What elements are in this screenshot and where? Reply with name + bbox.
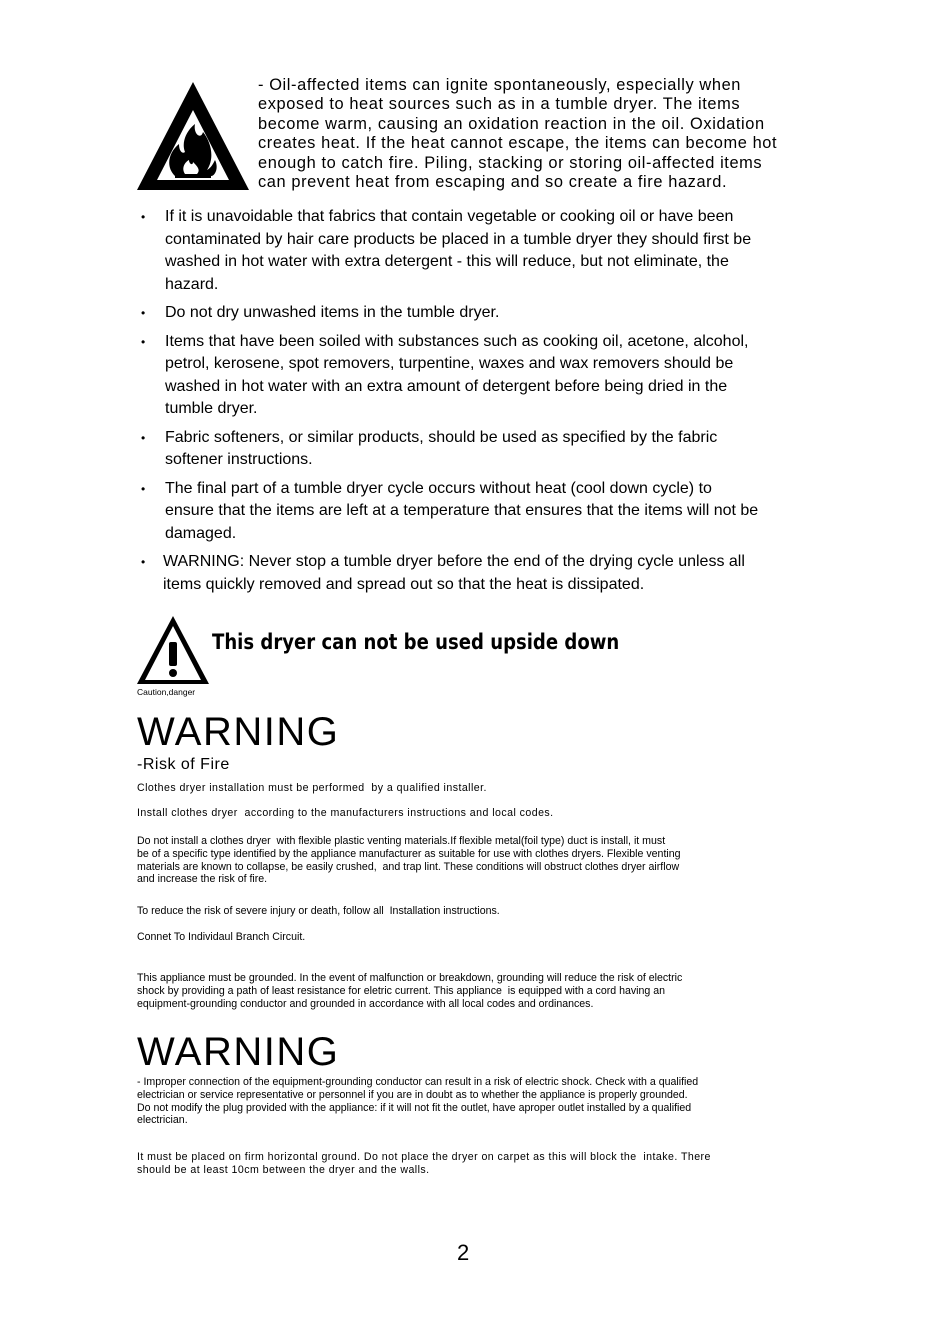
fire-warning-text: - Oil-affected items can ignite spontaneously, especially when exposed to heat sources such as in a tumble dryer. The items become warm, causing an oxidation reaction in the oil. Oxidation creates heat. If the heat cannot escape, the items can become hot enough to catch fire. Piling, stacking or storing oil-affected items can prevent heat from escaping and so create a fire hazard. bbox=[258, 76, 778, 192]
bullet-dot-icon: • bbox=[141, 481, 146, 496]
list-item: • WARNING: Never stop a tumble dryer before the end of the drying cycle unless all items quickly removed and spread out so that the heat is dissipated. bbox=[141, 553, 745, 593]
list-item: • Items that have been soiled with substances such as cooking oil, acetone, alcohol, petrol, kerosene, spot removers, turpentine, waxes and wax removers should be washed in hot water with an extra amount of detergent before being dried in the tumble dryer. bbox=[141, 332, 749, 417]
bullet-dot-icon: • bbox=[141, 306, 146, 320]
branch-circuit-paragraph: Connet To Individaul Branch Circuit. bbox=[137, 931, 306, 943]
install-instructions-paragraph: Install clothes dryer according to the manufacturers instructions and local codes. bbox=[137, 807, 554, 819]
injury-paragraph: To reduce the risk of severe injury or death, follow all Installation instructions. bbox=[137, 905, 500, 917]
warning-heading: WARNING bbox=[137, 710, 340, 754]
bullet-dot-icon: • bbox=[141, 555, 146, 569]
bullet-dot-icon: • bbox=[141, 334, 146, 349]
risk-of-fire-subtitle: -Risk of Fire bbox=[137, 756, 230, 773]
installer-paragraph: Clothes dryer installation must be performed by a qualified installer. bbox=[137, 782, 487, 794]
caution-triangle-icon bbox=[135, 614, 211, 686]
caution-label: Caution,danger bbox=[137, 687, 196, 697]
bullet-dot-icon: • bbox=[141, 430, 146, 445]
grounding-paragraph: This appliance must be grounded. In the event of malfunction or breakdown, grounding will reduce the risk of electric shock by providing a path of least resistance for eletric current. This appliance is equipped with a cord having an equipment-grounding conductor and grounded in accordance with all local codes and ordinances. bbox=[137, 972, 683, 1010]
list-item: • Fabric softeners, or similar products, should be used as specified by the fabric softener instructions. bbox=[141, 428, 718, 468]
list-item: • Do not dry unwashed items in the tumble dryer. bbox=[135, 302, 815, 325]
placement-paragraph: It must be placed on firm horizontal ground. Do not place the dryer on carpet as this will block the intake. There should be at least 10cm between the dryer and the walls. bbox=[137, 1151, 711, 1176]
improper-connection-paragraph: - Improper connection of the equipment-grounding conductor can result in a risk of electric shock. Check with a qualified electrician or service representative or personnel if you are in doubt as to whether the appliance is properly grounded. Do not modify the plug provided with the appliance: if it will not fit the outlet, have aproper outlet installed by a qualified electrician. bbox=[137, 1076, 699, 1127]
upside-down-notice: This dryer can not be used upside down bbox=[212, 630, 620, 654]
bullet-dot-icon: • bbox=[141, 210, 146, 224]
page-number: 2 bbox=[457, 1240, 470, 1265]
list-item: • The final part of a tumble dryer cycle occurs without heat (cool down cycle) to ensure that the items are left at a temperature that ensures that the items will not be damaged. bbox=[141, 479, 759, 542]
safety-bullet-list bbox=[135, 206, 815, 602]
fire-hazard-triangle-icon bbox=[135, 80, 251, 192]
venting-paragraph: Do not install a clothes dryer with flexible plastic venting materials.If flexible metal(foil type) duct is install, it must be of a specific type identified by the appliance manufacturer as suitable for use with clothes dryers. Flexible venting materials are known to collapse, be easily crushed, and trap lint. These conditions will obstruct clothes dryer airflow and increase the risk of fire. bbox=[137, 835, 681, 886]
warning-heading: WARNING bbox=[137, 1030, 340, 1074]
list-item: • If it is unavoidable that fabrics that contain vegetable or cooking oil or have been contaminated by hair care products be placed in a tumble dryer they should first be washed in hot water with extra detergent - this will reduce, but not eliminate, the hazard. bbox=[141, 208, 752, 293]
